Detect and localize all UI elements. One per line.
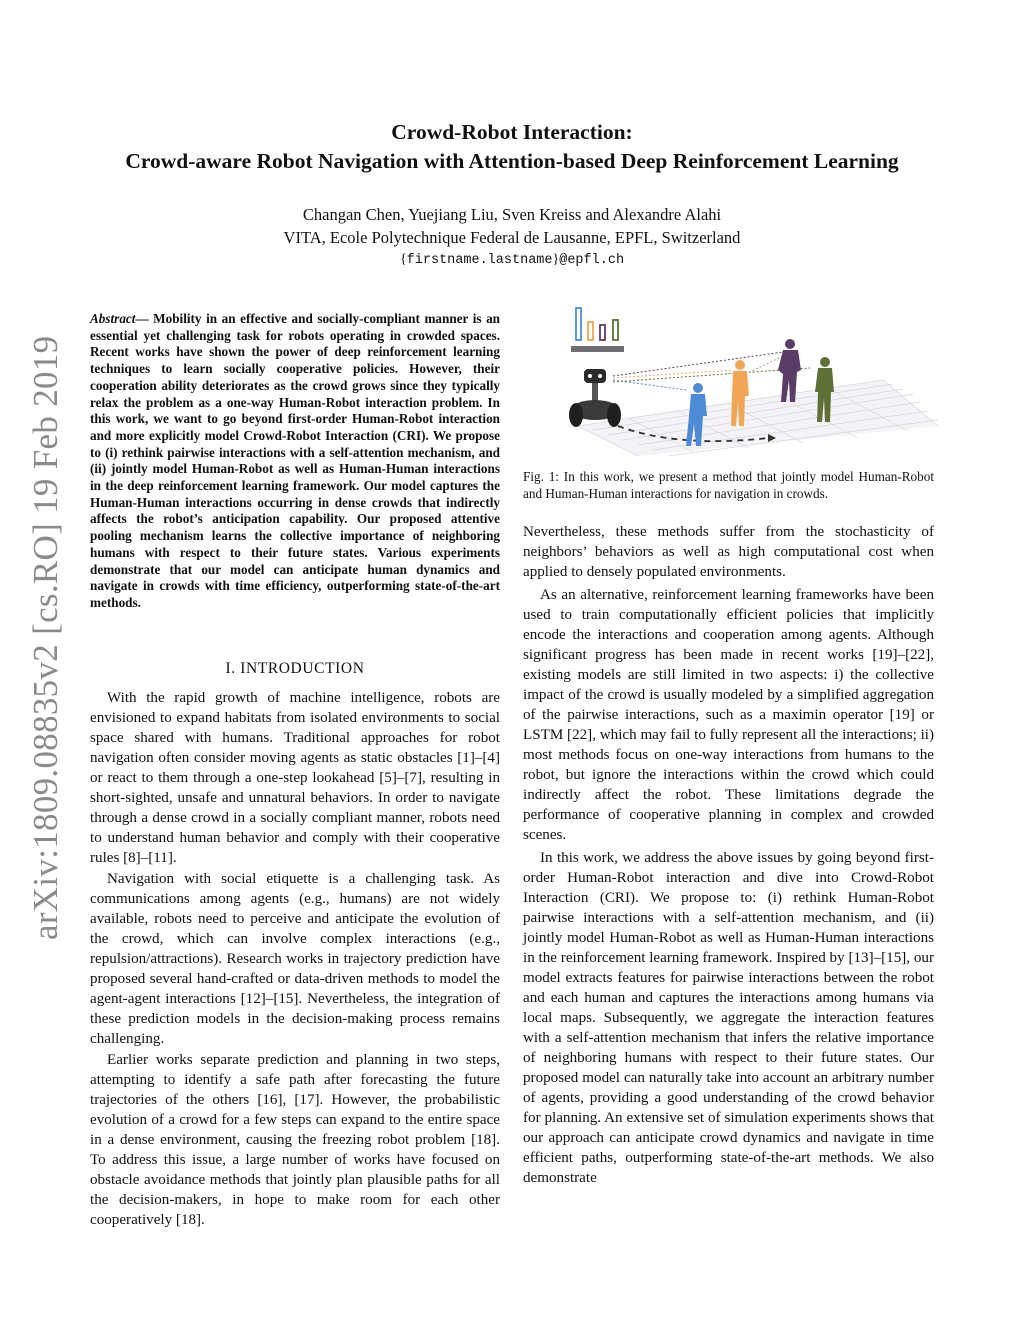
paper-title-line-2: Crowd-aware Robot Navigation with Attention-based Deep Reinforcement Learning [125, 149, 899, 173]
introduction-right-column [523, 522, 934, 1188]
section-heading-introduction: I. INTRODUCTION [225, 660, 365, 677]
introduction-left-column [90, 688, 500, 1230]
attention-bar-green [613, 320, 618, 340]
intro-paragraph: Earlier works separate prediction and planning in two steps, attempting to identify a safe path after forecasting the future trajectories of the others [16], [17]. However, the probabilistic evolution of a crowd for a few steps can expand to the entire space in a dense environment, causing the freezing robot problem [18]. To address this issue, a large number of works have focused on obstacle avoidance methods that jointly plan plausible paths for all the decision-makers, in hope to make room for each other cooperatively [18]. [90, 1052, 500, 1228]
arxiv-identifier: arXiv:1809.08835v2 [cs.RO] 19 Feb 2019 [26, 335, 65, 940]
attention-bar-orange [588, 322, 593, 340]
attention-bar-purple [600, 325, 605, 340]
abstract-label: Abstract [90, 311, 136, 326]
abstract [90, 311, 500, 612]
email-domain: @epfl.ch [559, 253, 625, 268]
body-paragraph: In this work, we address the above issues by going beyond first-order Human-Robot interaction and dive into Crowd-Robot Interaction (CRI). We propose to: (i) rethink Human-Robot pairwise interactions with a self-attention mechanism, and (ii) jointly model Human-Robot as well as Human-Human interactions in the reinforcement learning framework. Inspired by [13]–[15], our model extracts features for pairwise interactions between the robot and each human and captures the interactions among humans via local maps. Subsequently, we aggregate the interaction features with a self-attention mechanism that infers the relative importance of neighboring humans with respect to their future states. Our proposed model can naturally take into account an arbitrary number of agents, providing a good understanding of the crowd behavior for planning. An extensive set of simulation experiments shows that our approach can anticipate crowd dynamics and navigate in time efficient paths, outperforming state-of-the-art methods. We also demonstrate [523, 850, 934, 1186]
abstract-text: — Mobility in an effective and socially-compliant manner is an essential yet challenging task for robots operating in crowded spaces. Recent works have shown the power of deep reinforcement learning techniques to learn socially cooperative policies. However, their cooperation ability deteriorates as the crowd grows since they typically relax the problem as a one-way Human-Robot interaction problem. In this work, we want to go beyond first-order Human-Robot interaction and more explicitly model Crowd-Robot Interaction (CRI). We propose to (i) rethink pairwise interactions with a self-attention mechanism, and (ii) jointly model Human-Robot as well as Human-Human interactions in the deep reinforcement learning framework. Our model captures the Human-Human interactions occurring in dense crowds that indirectly affects the robot’s anticipation capability. Our proposed attentive pooling mechanism learns the collective importance of neighboring humans with respect to their future states. Various experiments demonstrate that our model can anticipate human dynamics and navigate in crowds with time efficiency, outperforming state-of-the-art methods. [90, 311, 500, 610]
body-paragraph: As an alternative, reinforcement learning frameworks have been used to train computationally efficient policies that implicitly encode the interactions and cooperation among agents. Although significant progress has been made in recent works [19]–[22], existing models are still limited in two aspects: i) the collective impact of the crowd is usually modeled by a simplified aggregation of the pairwise interactions, such as a maximin operator [19] or LSTM [22], which may fail to fully represent all the interactions; ii) most methods focus on one-way interactions from humans to the robot, but ignore the interactions within the crowd which could indirectly affect the robot. These limitations degrade the performance of cooperative planning in complex and crowded scenes. [523, 587, 934, 843]
paper-title-line-1: Crowd-Robot Interaction: [391, 120, 633, 144]
body-paragraph: Nevertheless, these methods suffer from the stochasticity of neighbors’ behaviors as well as high computational cost when applied to densely populated environments. [523, 524, 934, 580]
email-open-brace: { [399, 252, 407, 267]
email-close-brace: } [552, 252, 560, 267]
floor-grid [578, 380, 938, 456]
author-list: Changan Chen, Yuejiang Liu, Sven Kreiss and Alexandre Alahi [302, 205, 722, 224]
figure-caption: Fig. 1: In this work, we present a method that jointly model Human-Robot and Human-Human interactions for navigation in crowds. [523, 469, 934, 501]
attention-bar-blue [576, 308, 581, 340]
arrow-to-orange [613, 370, 733, 378]
figure-crowd-robot-illustration [558, 298, 938, 456]
arrow-to-blue [613, 380, 686, 390]
intro-paragraph: Navigation with social etiquette is a challenging task. As communications among agents (e.g., humans) are not widely available, robots need to perceive and anticipate the evolution of the crowd, which can involve complex interactions (e.g., repulsion/attractions). Research works in trajectory prediction have proposed several hand-crafted or data-driven methods to model the agent-agent interactions [12]–[15]. Nevertheless, the integration of these prediction models in the decision-making process remains challenging. [90, 871, 500, 1047]
affiliation: VITA, Ecole Polytechnique Federal de Lausanne, EPFL, Switzerland [283, 228, 741, 247]
attention-bar-base [571, 346, 624, 352]
email-address [0, 252, 1024, 268]
intro-paragraph: With the rapid growth of machine intelligence, robots are envisioned to expand habitats from isolated environments to social space shared with humans. Traditional approaches for robot navigation often consider moving agents as static obstacles [1]–[4] or react to them through a one-step lookahead [5]–[7], resulting in short-sighted, unsafe and unnatural behaviors. In order to navigate through a dense crowd in a socially compliant manner, robots need to understand human behavior and comply with their cooperative rules [8]–[11]. [90, 690, 500, 866]
email-name: firstname.lastname [406, 253, 553, 268]
attention-bars [571, 308, 624, 352]
